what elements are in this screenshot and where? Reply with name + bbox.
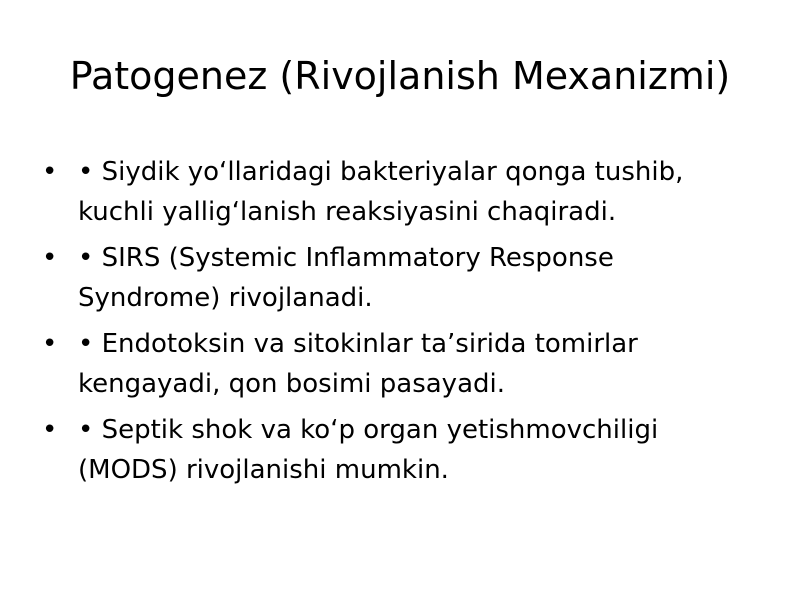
bullet-marker: • (42, 415, 58, 445)
slide-title: Patogenez (Rivojlanish Mexanizmi) (69, 54, 731, 98)
bullet-marker: • (42, 157, 58, 187)
bullet-list (40, 152, 760, 496)
bullet-item (40, 152, 760, 232)
bullet-text: • Siydik yo‘llaridagi bakteriyalar qonga tushib, kuchli yallig‘lanish reaksiyasini chaqiradi. (78, 157, 684, 227)
bullet-text: • SIRS (Systemic Inflammatory Response Syndrome) rivojlanadi. (78, 243, 614, 313)
bullet-marker: • (42, 243, 58, 273)
bullet-item (40, 238, 760, 318)
bullet-text: • Endotoksin va sitokinlar ta’sirida tomirlar kengayadi, qon bosimi pasayadi. (78, 329, 638, 399)
bullet-item (40, 324, 760, 404)
bullet-item (40, 410, 760, 490)
bullet-text: • Septik shok va ko‘p organ yetishmovchiligi (MODS) rivojlanishi mumkin. (78, 415, 659, 485)
bullet-marker: • (42, 329, 58, 359)
